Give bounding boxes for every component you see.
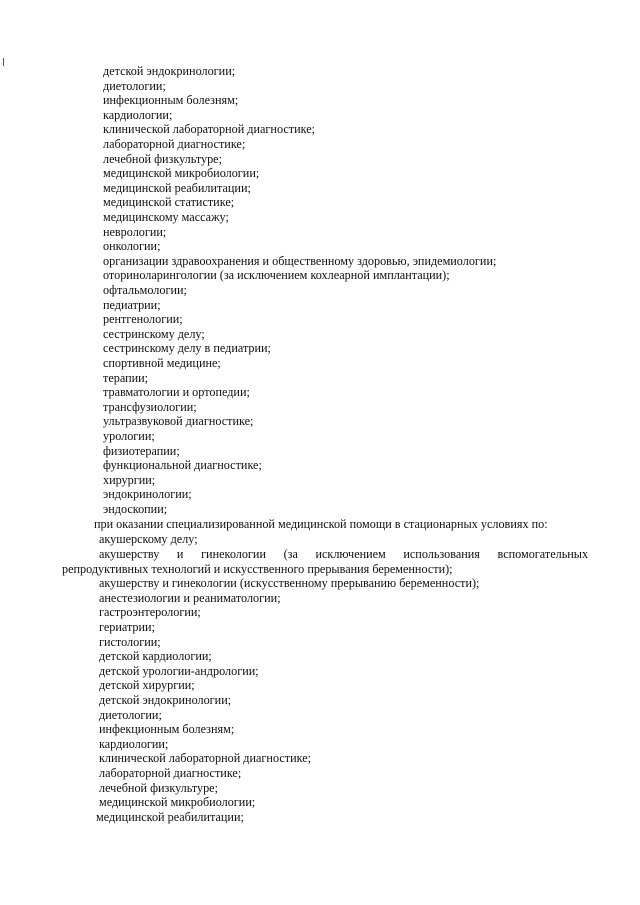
wrapped-list-item-continuation: репродуктивных технологий и искусственного прерывания беременности);	[62, 561, 453, 576]
list-item: офтальмологии;	[103, 283, 187, 297]
list-item: детской кардиологии;	[99, 649, 212, 664]
justified-word: и	[176, 547, 184, 561]
list-item: акушерскому делу;	[99, 532, 198, 546]
justified-word: (за	[283, 547, 298, 561]
list-item: детской эндокринологии;	[99, 693, 232, 707]
list-item: медицинской микробиологии;	[103, 166, 260, 181]
list-item: физиотерапии;	[103, 443, 180, 458]
list-item: анестезиологии и реаниматологии;	[99, 590, 281, 605]
justified-word: акушерству	[99, 547, 160, 561]
list-item: лабораторной диагностике;	[103, 137, 246, 151]
list-item: урологии;	[103, 429, 155, 443]
list-item: сестринскому делу;	[103, 326, 205, 341]
list-item: неврологии;	[103, 224, 167, 239]
list-item: диетологии;	[99, 707, 162, 722]
list-item: акушерству и гинекологии (искусственному прерыванию беременности);	[99, 576, 480, 591]
list-item: онкологии;	[103, 239, 161, 254]
list-item: кардиологии;	[103, 107, 173, 122]
list-item: медицинской статистике;	[103, 195, 235, 210]
list-item: ультразвуковой диагностике;	[103, 414, 254, 429]
list-item: гериатрии;	[99, 620, 155, 634]
list-item: терапии;	[103, 370, 149, 385]
list-item: лечебной физкультуре;	[99, 780, 218, 795]
list-item: детской урологии-андрологии;	[99, 663, 259, 678]
list-item: лабораторной диагностике;	[99, 766, 242, 780]
list-item: сестринскому делу в педиатрии;	[103, 341, 271, 356]
list-item: педиатрии;	[103, 297, 161, 312]
list-item: эндоскопии;	[103, 502, 168, 516]
list-item: диетологии;	[103, 78, 166, 93]
list-item: травматологии и ортопедии;	[103, 385, 250, 400]
wrapped-list-item-first-line	[99, 547, 588, 562]
justified-word: использования	[403, 547, 480, 561]
list-item: медицинской микробиологии;	[99, 795, 256, 810]
list-item: гастроэнтерологии;	[99, 605, 201, 620]
justified-word: вспомогательных	[497, 547, 589, 561]
list-item: организации здравоохранения и общественному здоровью, эпидемиологии;	[103, 253, 497, 268]
list-item: медицинской реабилитации;	[96, 809, 244, 824]
list-item: кардиологии;	[99, 736, 169, 751]
justified-word: исключением	[315, 547, 386, 561]
justified-word: гинекологии	[201, 547, 266, 561]
section-heading: при оказании специализированной медицинской помощи в стационарных условиях по:	[94, 517, 548, 531]
list-item: детской хирургии;	[99, 678, 195, 693]
list-item: медицинскому массажу;	[103, 210, 229, 224]
list-item: оториноларингологии (за исключением кохлеарной имплантации);	[103, 268, 450, 283]
list-item: инфекционным болезням;	[103, 93, 239, 108]
list-item: лечебной физкультуре;	[103, 151, 222, 166]
list-item: детской эндокринологии;	[103, 64, 236, 78]
list-item: медицинской реабилитации;	[103, 180, 251, 195]
margin-mark	[3, 58, 4, 66]
list-item: рентгенологии;	[103, 312, 183, 327]
list-item: хирургии;	[103, 472, 156, 487]
list-item: эндокринологии;	[103, 487, 192, 502]
list-item: гистологии;	[99, 634, 161, 649]
list-item: трансфузиологии;	[103, 399, 197, 414]
list-item: инфекционным болезням;	[99, 722, 235, 737]
list-item: функциональной диагностике;	[103, 458, 262, 473]
list-item: клинической лабораторной диагностике;	[103, 122, 316, 137]
list-item: спортивной медицине;	[103, 356, 221, 370]
list-item: клинической лабораторной диагностике;	[99, 751, 312, 766]
